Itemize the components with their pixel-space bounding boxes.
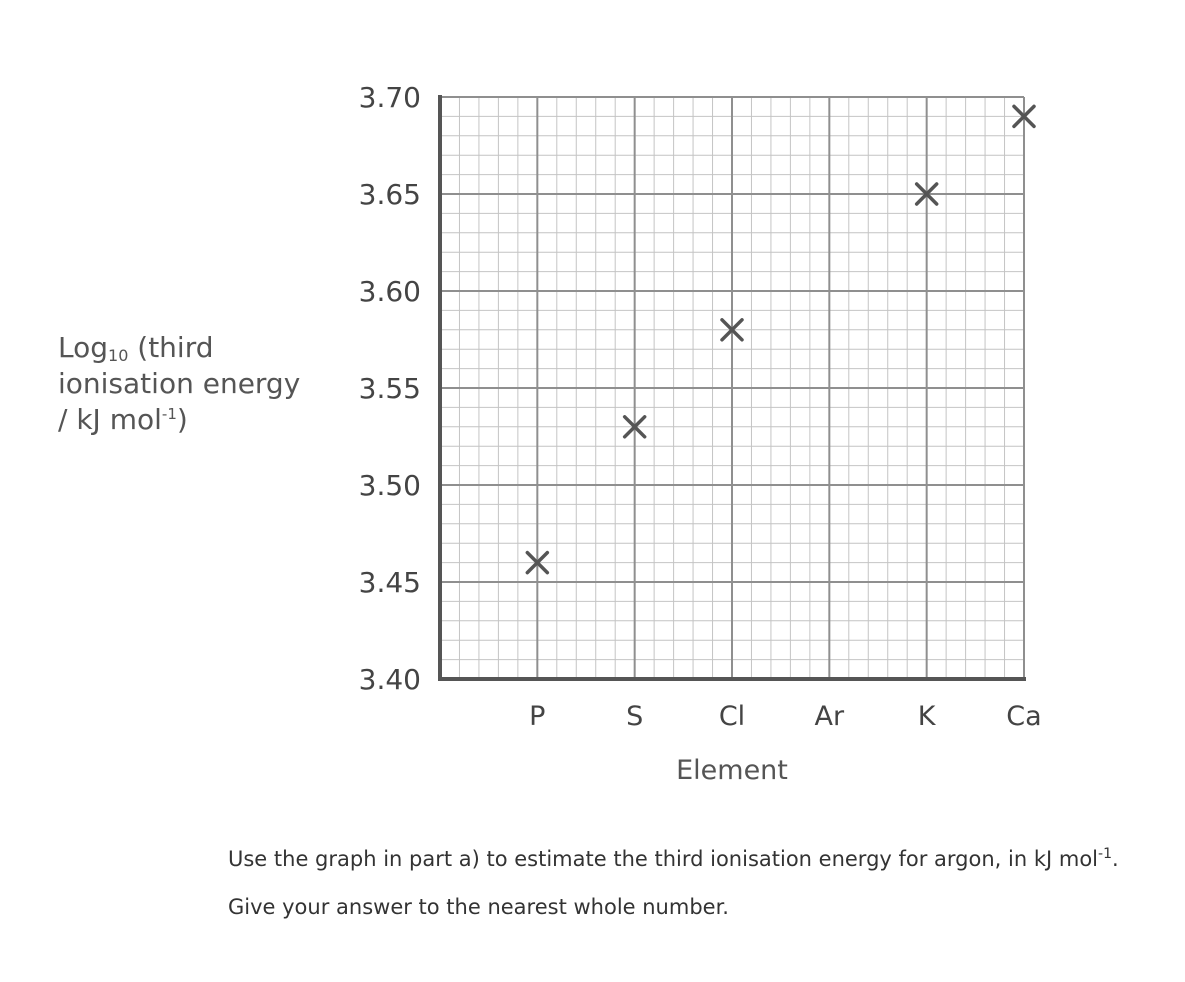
y-axis-label-line2: ionisation energy xyxy=(58,367,301,400)
y-tick-label: 3.50 xyxy=(358,469,421,502)
question-line2: Give your answer to the nearest whole number. xyxy=(228,895,729,919)
data-points xyxy=(527,106,1034,572)
question-line1: Use the graph in part a) to estimate the third ionisation energy for argon, in kJ mol$^{-1}$. xyxy=(228,846,1119,871)
y-tick-labels xyxy=(359,81,421,696)
x-axis-label: Element xyxy=(676,755,788,786)
x-tick-labels xyxy=(529,701,1042,732)
x-tick-label: Ar xyxy=(814,701,845,732)
x-tick-label: S xyxy=(626,701,644,732)
question-text xyxy=(228,842,1128,924)
y-tick-label: 3.70 xyxy=(358,81,421,114)
x-tick-label: Cl xyxy=(718,701,746,732)
y-axis-label-line1: Log$_{10}$ (third xyxy=(58,331,214,365)
y-tick-label: 3.40 xyxy=(358,663,421,696)
y-axis-label-line3: / kJ mol$^{-1}$) xyxy=(58,403,188,436)
y-tick-label: 3.45 xyxy=(358,566,421,599)
y-tick-label: 3.55 xyxy=(358,372,421,405)
x-tick-label: K xyxy=(917,701,936,732)
y-tick-label: 3.60 xyxy=(358,275,421,308)
y-axis-label xyxy=(58,330,328,438)
x-tick-label: P xyxy=(529,701,546,732)
y-tick-label: 3.65 xyxy=(358,178,421,211)
x-tick-label: Ca xyxy=(1006,701,1042,732)
